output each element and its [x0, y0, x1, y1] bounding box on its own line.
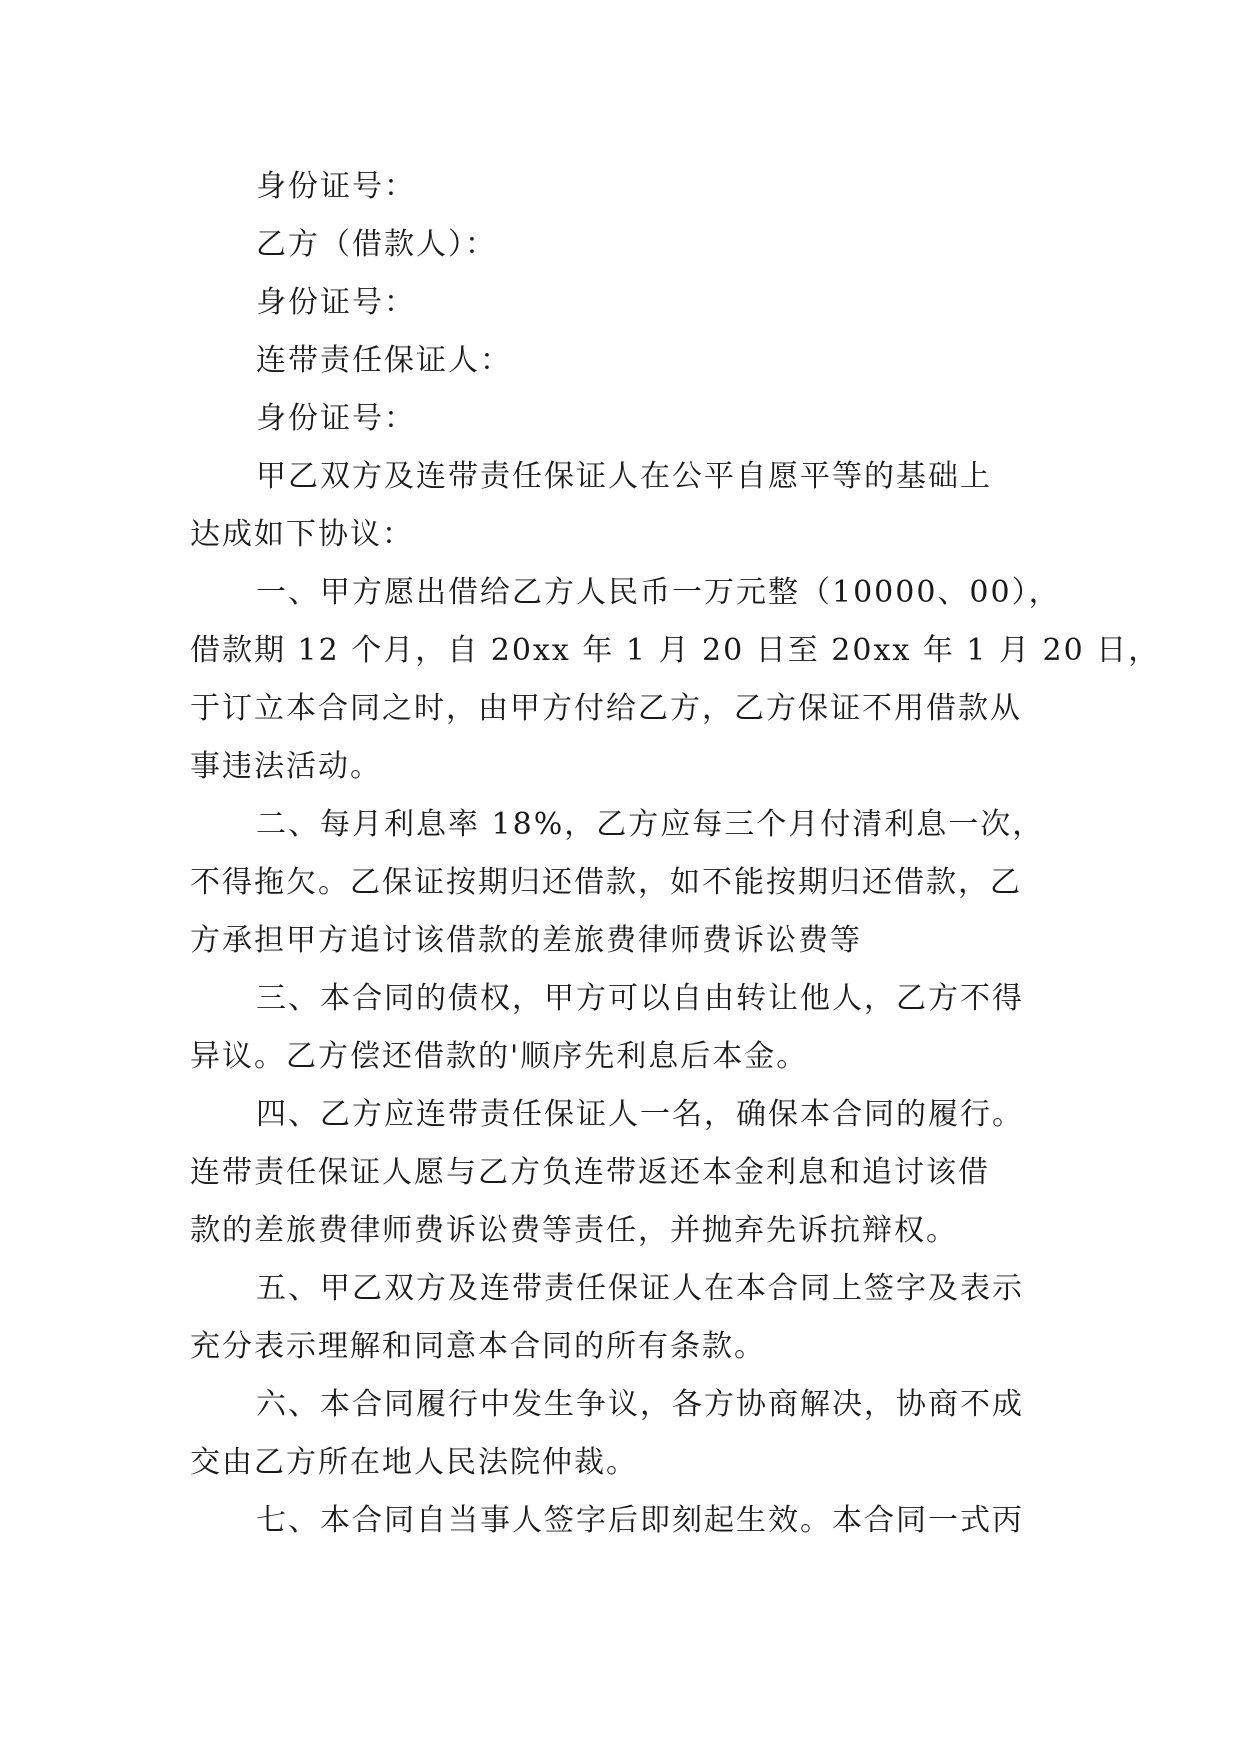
document-body	[190, 158, 1161, 1550]
text-line: 二、每月利息率 18%，乙方应每三个月付清利息一次，	[256, 807, 1045, 842]
text-line: 三、本合同的债权，甲方可以自由转让他人，乙方不得	[256, 981, 1024, 1016]
text-line: 六、本合同履行中发生争议，各方协商解决，协商不成	[256, 1387, 1024, 1422]
text-line: 一、甲方愿出借给乙方人民币一万元整（10000、00），	[256, 575, 1061, 610]
text-line: 五、甲乙双方及连带责任保证人在本合同上签字及表示	[256, 1271, 1024, 1306]
text-line: 身份证号：	[256, 285, 416, 320]
text-line: 连带责任保证人：	[256, 343, 512, 378]
text-line: 事违法活动。	[190, 749, 382, 784]
text-line: 身份证号：	[256, 169, 416, 204]
text-line: 甲乙双方及连带责任保证人在公平自愿平等的基础上	[256, 459, 992, 494]
text-line: 交由乙方所在地人民法院仲裁。	[190, 1445, 638, 1480]
text-line: 四、乙方应连带责任保证人一名，确保本合同的履行。	[256, 1097, 1024, 1132]
text-line: 乙方（借款人）：	[256, 227, 497, 262]
text-line: 连带责任保证人愿与乙方负连带返还本金利息和追讨该借	[190, 1155, 990, 1190]
text-line: 于订立本合同之时，由甲方付给乙方，乙方保证不用借款从	[190, 691, 1022, 726]
text-line: 方承担甲方追讨该借款的差旅费律师费诉讼费等	[190, 923, 862, 958]
text-line: 身份证号：	[256, 401, 416, 436]
text-line: 异议。乙方偿还借款的'顺序先利息后本金。	[190, 1039, 809, 1074]
text-line: 借款期 12 个月，自 20xx 年 1 月 20 日至 20xx 年 1 月 20 日，	[190, 633, 1161, 668]
text-line: 充分表示理解和同意本合同的所有条款。	[190, 1329, 766, 1364]
text-line: 达成如下协议：	[190, 517, 414, 552]
text-line: 七、本合同自当事人签字后即刻起生效。本合同一式丙	[256, 1503, 1024, 1538]
text-line: 款的差旅费律师费诉讼费等责任，并抛弃先诉抗辩权。	[190, 1213, 958, 1248]
text-line: 不得拖欠。乙保证按期归还借款，如不能按期归还借款，乙	[190, 865, 1022, 900]
